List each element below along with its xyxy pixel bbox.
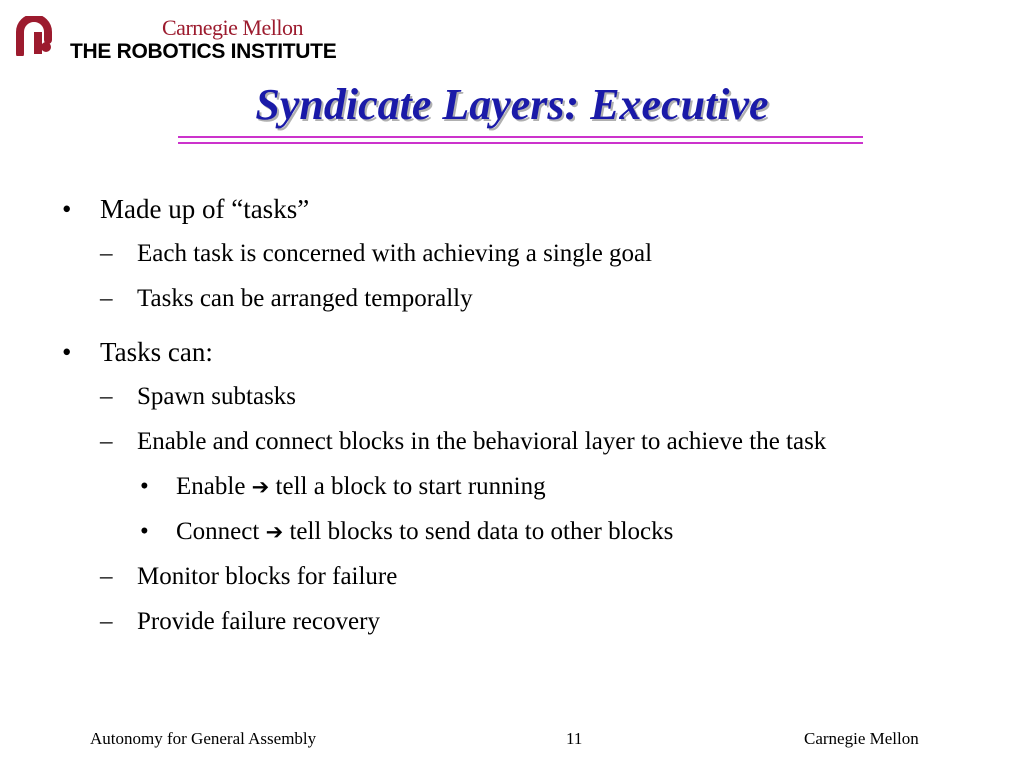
title-underline-bottom	[178, 142, 863, 144]
bullet-marker: •	[140, 518, 149, 545]
sub-bullet-text: Monitor blocks for failure	[137, 563, 398, 590]
sub-sub-bullet-label: Connect	[176, 518, 260, 545]
robotics-institute-logo	[12, 14, 337, 64]
sub-sub-bullet-label: Enable	[176, 473, 246, 500]
logo-brand-text: Carnegie Mellon	[162, 15, 303, 40]
right-arrow-icon: ➔	[251, 475, 270, 499]
bullet-marker: •	[62, 337, 72, 367]
sub-bullet-item	[100, 239, 652, 269]
sub-bullet-text: Provide failure recovery	[137, 608, 380, 635]
dash-marker: –	[100, 240, 113, 267]
sub-bullet-text: Tasks can be arranged temporally	[137, 285, 473, 312]
footer-left-text: Autonomy for General Assembly	[90, 729, 317, 748]
title-underline-top	[178, 136, 863, 138]
slide-title: Syndicate Layers: Executive	[255, 80, 769, 129]
bullet-text: Tasks can:	[100, 337, 213, 367]
sub-sub-bullet-item	[140, 517, 673, 547]
dash-marker: –	[100, 285, 113, 312]
bullet-item	[62, 193, 309, 225]
bullet-text: Made up of “tasks”	[100, 194, 310, 224]
sub-bullet-item	[100, 427, 826, 457]
bullet-marker: •	[140, 473, 149, 500]
dash-marker: –	[100, 563, 113, 590]
sub-bullet-item	[100, 562, 397, 592]
sub-bullet-item	[100, 382, 296, 412]
logo-institute-text: THE ROBOTICS INSTITUTE	[70, 40, 337, 63]
dash-marker: –	[100, 428, 113, 455]
right-arrow-icon: ➔	[265, 520, 284, 544]
sub-bullet-item	[100, 607, 380, 637]
sub-bullet-text: Spawn subtasks	[137, 383, 297, 410]
bullet-marker: •	[62, 194, 72, 224]
sub-sub-bullet-item	[140, 472, 546, 502]
sub-bullet-text: Each task is concerned with achieving a single goal	[137, 240, 653, 267]
page-number: 11	[566, 729, 583, 748]
cmu-ri-logo-mark-icon	[14, 16, 54, 56]
sub-sub-bullet-text: tell a block to start running	[275, 473, 546, 500]
bullet-item	[62, 336, 213, 368]
sub-bullet-item	[100, 284, 473, 314]
dash-marker: –	[100, 383, 113, 410]
dash-marker: –	[100, 608, 113, 635]
sub-sub-bullet-text: tell blocks to send data to other blocks	[289, 518, 674, 545]
sub-bullet-text: Enable and connect blocks in the behavioral layer to achieve the task	[137, 428, 827, 455]
footer-right-text: Carnegie Mellon	[804, 729, 919, 748]
